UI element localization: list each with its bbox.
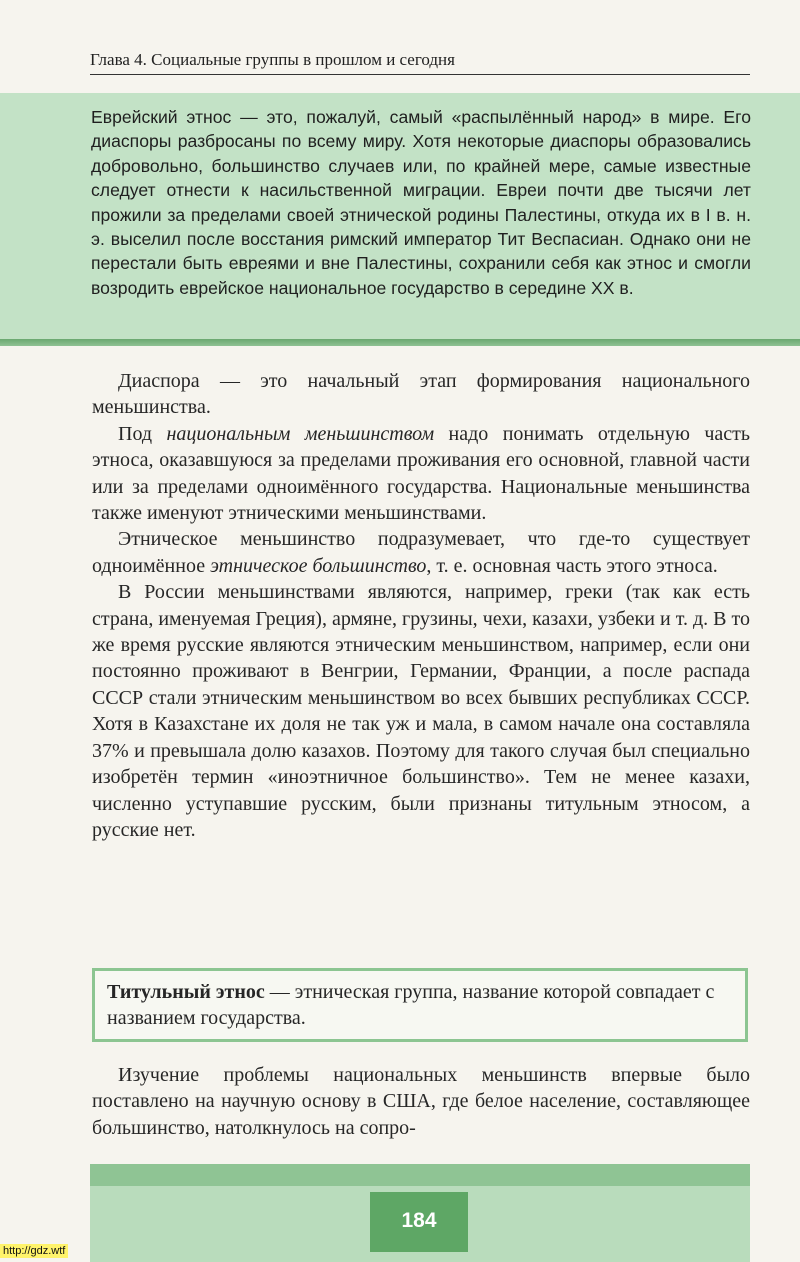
text-run: надо понимать отдельную часть этноса, оказавшуюся за пределами проживания его основной, главной части или за пределами одноимённого государства. Национальные меньшинства также именуют этническими меньшинствами.: [92, 422, 750, 525]
watermark-link[interactable]: http://gdz.wtf: [0, 1244, 68, 1258]
definition-text: — этническая группа, название которой совпадает с названием государства.: [107, 981, 715, 1030]
paragraph: Диаспора — это начальный этап формирования национального меньшинства.: [92, 370, 750, 419]
text-run: , т. е. основная часть этого этноса.: [426, 554, 718, 577]
main-text: [92, 368, 750, 843]
definition-box: [92, 968, 748, 1042]
text-run: Под: [118, 422, 167, 445]
highlight-box-text: Еврейский этнос — это, пожалуй, самый «распылённый народ» в мире. Его диаспоры разбросаны по всему миру. Хотя некоторые диаспоры образовались добровольно, большинство случаев или, по крайней мере, самые известные следует отнести к насильственной миграции. Евреи почти две тысячи лет прожили за пределами своей этнической родины Палестины, откуда их в I в. н. э. выселил после восстания римский император Тит Веспасиан. Однако они не перестали быть евреями и вне Палестины, сохранили себя как этнос и смогли возродить еврейское национальное государство в середине XX в.: [91, 107, 751, 298]
chapter-header: Глава 4. Социальные группы в прошлом и сегодня: [90, 50, 750, 75]
highlight-box-rule: [0, 339, 800, 346]
footer-band-top: [90, 1164, 750, 1186]
paragraph: В России меньшинствами являются, например, греки (так как есть страна, именуемая Греция), армяне, грузины, чехи, казахи, узбеки и т. д. В то же время русские являются этническим меньшинством, например, если они постоянно проживают в Венгрии, Германии, Франции, а после распада СССР стали этническим меньшинством во всех бывших республиках СССР. Хотя в Казахстане их доля не так уж и мала, в самом начале она составляла 37% и превышала долю казахов. Поэтому для такого случая был специально изобретён термин «иноэтничное большинство». Тем не менее казахи, численно уступавшие русским, были признаны титульным этносом, а русские нет.: [92, 581, 750, 841]
paragraph: [92, 421, 750, 527]
paragraph: Изучение проблемы национальных меньшинств впервые было поставлено на научную основу в США, где белое население, составляющее большинство, натолкнулось на сопро-: [92, 1064, 750, 1139]
term-italic: этническое большинство: [210, 554, 427, 577]
continuation-text: [92, 1062, 750, 1141]
paragraph: [92, 526, 750, 579]
definition-term: Титульный этнос: [107, 981, 265, 1003]
page-number: 184: [370, 1192, 468, 1252]
text-run: Этническое меньшинство подразумевает, что где-то существует одноимённое: [92, 528, 750, 577]
term-italic: национальным меньшинством: [166, 422, 435, 445]
